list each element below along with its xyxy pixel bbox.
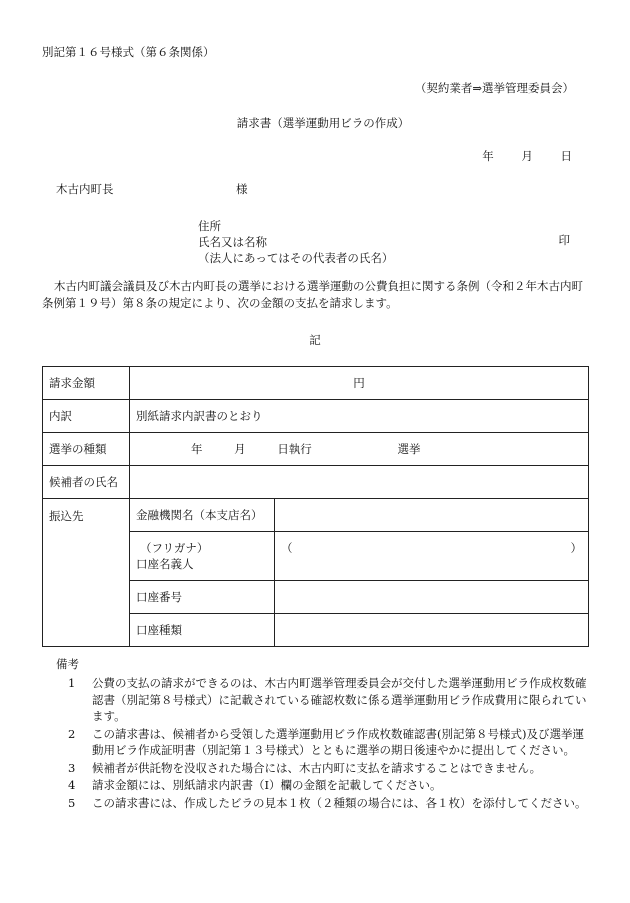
election-suffix: 選挙 [397,442,421,456]
addressee-name: 木古内町長 [56,182,114,196]
bank-label: 金融機関名（本支店名） [130,499,275,532]
account-number-label: 口座番号 [130,581,275,614]
kana-label: （フリガナ） [140,541,209,555]
paren-open: （ [281,541,293,555]
table-row [43,433,589,466]
applicant-block [198,218,393,266]
list-item: 5 この請求書には、作成したビラの見本１枚（２種類の場合には、各１枚）を添付してください。 [68,795,587,810]
body-text: 木古内町議会議員及び木古内町長の選挙における選挙運動の公費負担に関する条例（令和２年木古内町条例第１９号）第８条の規定により、次の金額の支払を請求します。 [42,279,583,310]
account-number-field[interactable] [275,581,589,614]
account-type-field[interactable] [275,614,589,647]
date-line [458,150,572,164]
amount-label: 請求金額 [43,367,130,400]
list-item: 3 候補者が供託物を没収された場合には、木古内町に支払を請求することはできません。 [68,760,542,775]
amount-unit: 円 [353,376,365,390]
breakdown-value: 別紙請求内訳書のとおり [130,400,589,433]
list-item: 2 この請求書は、候補者から受領した選挙運動用ビラ作成枚数確認書(別記第８号様式)及び選挙運動用ビラ作成証明書（別記第１３号様式）とともに選挙の期日後速やかに提出してください。 [68,726,584,757]
list-item: 1 公費の支払の請求ができるのは、木古内町選挙管理委員会が交付した選挙運動用ビラ作成枚数確認書（別記第８号様式）に記載されている確認枚数に係る選挙運動用ビラ作成費用に限られています。 [68,676,587,723]
election-type-label: 選挙の種類 [43,433,130,466]
list-item: 4 請求金額には、別紙請求内訳書（Ⅰ）欄の金額を記載してください。 [68,778,442,792]
form-number: 別記第１６号様式（第６条関係） [42,45,215,59]
holder-field[interactable] [275,532,589,581]
date-day: 日 [560,149,572,163]
corp-note: （法人にあってはその代表者の氏名） [198,251,394,265]
name-label: 氏名又は名称 [198,235,267,249]
candidate-label: 候補者の氏名 [43,466,130,499]
addressee-honorific: 様 [236,182,248,196]
route-label: （契約業者⇒選挙管理委員会） [414,81,574,95]
transfer-label: 振込先 [43,499,130,647]
amount-field[interactable] [130,367,589,400]
table-row [43,466,589,499]
election-year: 年 [191,442,203,456]
date-month: 月 [521,149,533,163]
table-row [43,499,589,532]
claim-table [42,366,589,647]
election-month: 月 [234,442,246,456]
paren-close: ） [570,541,582,555]
breakdown-label: 内訳 [43,400,130,433]
bank-field[interactable] [275,499,589,532]
account-type-label: 口座種類 [130,614,275,647]
candidate-field[interactable] [130,466,589,499]
table-row [43,367,589,400]
holder-label-cell [130,532,275,581]
ki-label: 記 [309,333,321,347]
table-row [43,400,589,433]
holder-label: 口座名義人 [136,557,194,571]
notes-list [62,675,590,812]
address-label: 住所 [198,219,221,233]
seal-mark: 印 [558,233,570,247]
date-year: 年 [482,149,494,163]
election-day: 日執行 [277,442,312,456]
election-type-field[interactable] [130,433,589,466]
notes-title: 備考 [56,657,79,671]
document-title: 請求書（選挙運動用ビラの作成） [236,116,410,130]
